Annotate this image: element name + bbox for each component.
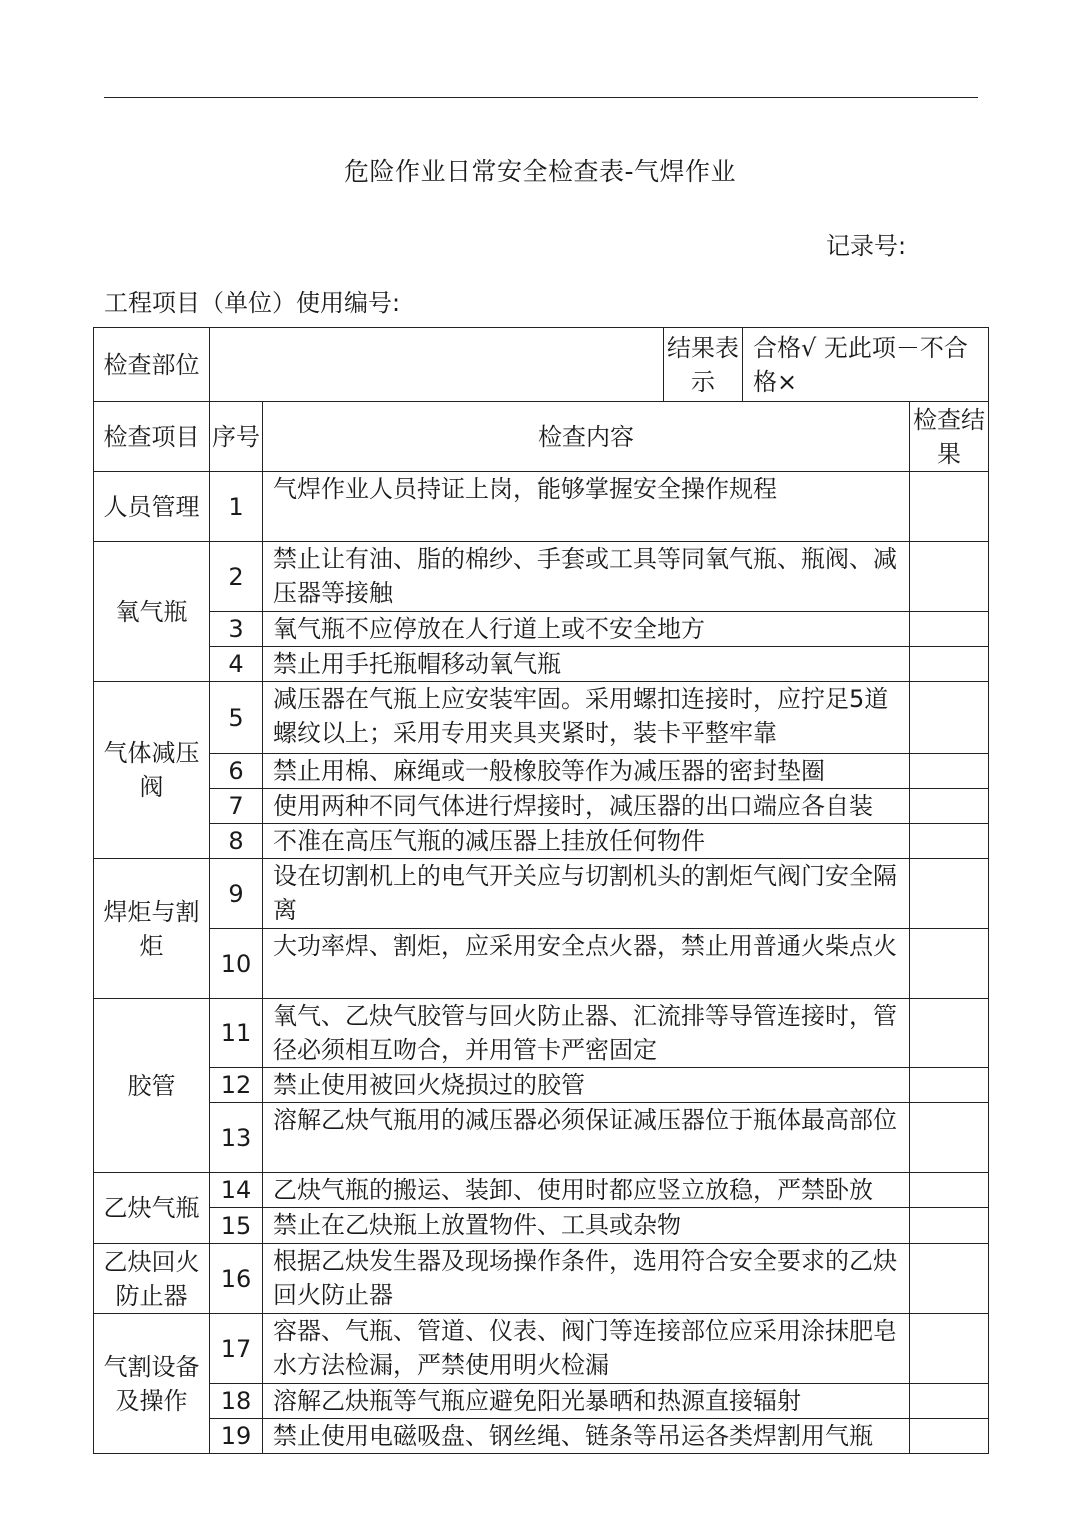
check-item-name: 气体减压阀	[94, 682, 210, 859]
result-symbol-legend: 合格√ 无此项－不合格×	[743, 328, 989, 402]
row-number: 19	[210, 1419, 263, 1454]
check-content: 使用两种不同气体进行焊接时，减压器的出口端应各自装	[263, 789, 910, 824]
check-result-cell[interactable]	[910, 1103, 989, 1173]
check-result-cell[interactable]	[910, 789, 989, 824]
inspection-table	[93, 327, 989, 1454]
check-content: 设在切割机上的电气开关应与切割机头的割炬气阀门安全隔离	[263, 859, 910, 929]
check-content: 禁止在乙炔瓶上放置物件、工具或杂物	[263, 1208, 910, 1244]
check-item-name: 乙炔气瓶	[94, 1173, 210, 1244]
table-row	[94, 1103, 989, 1173]
row-number: 9	[210, 859, 263, 929]
check-content: 禁止让有油、脂的棉纱、手套或工具等同氧气瓶、瓶阀、减压器等接触	[263, 542, 910, 612]
check-result-cell[interactable]	[910, 542, 989, 612]
check-content: 氧气、乙炔气胶管与回火防止器、汇流排等导管连接时，管径必须相互吻合，并用管卡严密固定	[263, 999, 910, 1068]
table-row	[94, 999, 989, 1068]
row-number: 15	[210, 1208, 263, 1244]
check-content: 禁止使用电磁吸盘、钢丝绳、链条等吊运各类焊割用气瓶	[263, 1419, 910, 1454]
row-number: 17	[210, 1314, 263, 1384]
row-number: 6	[210, 754, 263, 789]
check-content: 溶解乙炔气瓶用的减压器必须保证减压器位于瓶体最高部位	[263, 1103, 910, 1173]
record-number-label: 记录号:	[826, 232, 907, 260]
row-number: 7	[210, 789, 263, 824]
check-result-cell[interactable]	[910, 929, 989, 999]
check-content: 禁止用棉、麻绳或一般橡胶等作为减压器的密封垫圈	[263, 754, 910, 789]
column-header-seq: 序号	[210, 402, 263, 472]
row-number: 14	[210, 1173, 263, 1208]
check-item-name: 氧气瓶	[94, 542, 210, 682]
check-item-name: 胶管	[94, 999, 210, 1173]
row-number: 16	[210, 1244, 263, 1314]
check-result-cell[interactable]	[910, 1314, 989, 1384]
table-row	[94, 789, 989, 824]
check-result-cell[interactable]	[910, 1244, 989, 1314]
project-number-label: 工程项目（单位）使用编号:	[104, 289, 401, 317]
table-row	[94, 472, 989, 542]
header-rule	[104, 97, 978, 98]
table-row	[94, 1208, 989, 1244]
row-number: 13	[210, 1103, 263, 1173]
check-result-cell[interactable]	[910, 754, 989, 789]
check-content: 氧气瓶不应停放在人行道上或不安全地方	[263, 612, 910, 647]
table-row	[94, 1314, 989, 1384]
check-content: 乙炔气瓶的搬运、装卸、使用时都应竖立放稳，严禁卧放	[263, 1173, 910, 1208]
table-row	[94, 1244, 989, 1314]
check-item-name: 气割设备及操作	[94, 1314, 210, 1454]
check-content: 气焊作业人员持证上岗，能够掌握安全操作规程	[263, 472, 910, 542]
check-result-cell[interactable]	[910, 682, 989, 754]
check-result-cell[interactable]	[910, 1173, 989, 1208]
check-result-cell[interactable]	[910, 859, 989, 929]
location-value-cell[interactable]	[210, 328, 664, 402]
column-header-item: 检查项目	[94, 402, 210, 472]
page-title: 危险作业日常安全检查表-气焊作业	[343, 157, 737, 186]
location-label: 检查部位	[94, 328, 210, 402]
check-content: 禁止用手托瓶帽移动氧气瓶	[263, 647, 910, 682]
table-row	[94, 859, 989, 929]
check-result-cell[interactable]	[910, 647, 989, 682]
table-row	[94, 929, 989, 999]
check-item-name: 人员管理	[94, 472, 210, 542]
check-content: 禁止使用被回火烧损过的胶管	[263, 1068, 910, 1103]
row-number: 5	[210, 682, 263, 754]
header-row-columns	[94, 402, 989, 472]
table-row	[94, 1419, 989, 1454]
table-row	[94, 824, 989, 859]
row-number: 1	[210, 472, 263, 542]
check-result-cell[interactable]	[910, 1068, 989, 1103]
table-row	[94, 542, 989, 612]
table-row	[94, 647, 989, 682]
check-result-cell[interactable]	[910, 1208, 989, 1244]
check-content: 不准在高压气瓶的减压器上挂放任何物件	[263, 824, 910, 859]
check-result-cell[interactable]	[910, 612, 989, 647]
row-number: 18	[210, 1384, 263, 1419]
row-number: 12	[210, 1068, 263, 1103]
row-number: 10	[210, 929, 263, 999]
header-row-location	[94, 328, 989, 402]
check-content: 大功率焊、割炬，应采用安全点火器，禁止用普通火柴点火	[263, 929, 910, 999]
check-content: 根据乙炔发生器及现场操作条件，选用符合安全要求的乙炔回火防止器	[263, 1244, 910, 1314]
table-row	[94, 1068, 989, 1103]
row-number: 8	[210, 824, 263, 859]
row-number: 2	[210, 542, 263, 612]
check-content: 容器、气瓶、管道、仪表、阀门等连接部位应采用涂抹肥皂水方法检漏，严禁使用明火检漏	[263, 1314, 910, 1384]
table-row	[94, 754, 989, 789]
check-item-name: 乙炔回火防止器	[94, 1244, 210, 1314]
column-header-result: 检查结果	[910, 402, 989, 472]
check-result-cell[interactable]	[910, 1384, 989, 1419]
check-content: 溶解乙炔瓶等气瓶应避免阳光暴晒和热源直接辐射	[263, 1384, 910, 1419]
row-number: 3	[210, 612, 263, 647]
check-result-cell[interactable]	[910, 999, 989, 1068]
check-result-cell[interactable]	[910, 1419, 989, 1454]
table-row	[94, 682, 989, 754]
column-header-content: 检查内容	[263, 402, 910, 472]
check-result-cell[interactable]	[910, 824, 989, 859]
table-row	[94, 612, 989, 647]
table-row	[94, 1384, 989, 1419]
row-number: 11	[210, 999, 263, 1068]
row-number: 4	[210, 647, 263, 682]
check-item-name: 焊炬与割炬	[94, 859, 210, 999]
check-result-cell[interactable]	[910, 472, 989, 542]
check-content: 减压器在气瓶上应安装牢固。采用螺扣连接时，应拧足5道螺纹以上；采用专用夹具夹紧时，装卡平整牢靠	[263, 682, 910, 754]
result-symbol-label: 结果表示	[664, 328, 743, 402]
table-row	[94, 1173, 989, 1208]
